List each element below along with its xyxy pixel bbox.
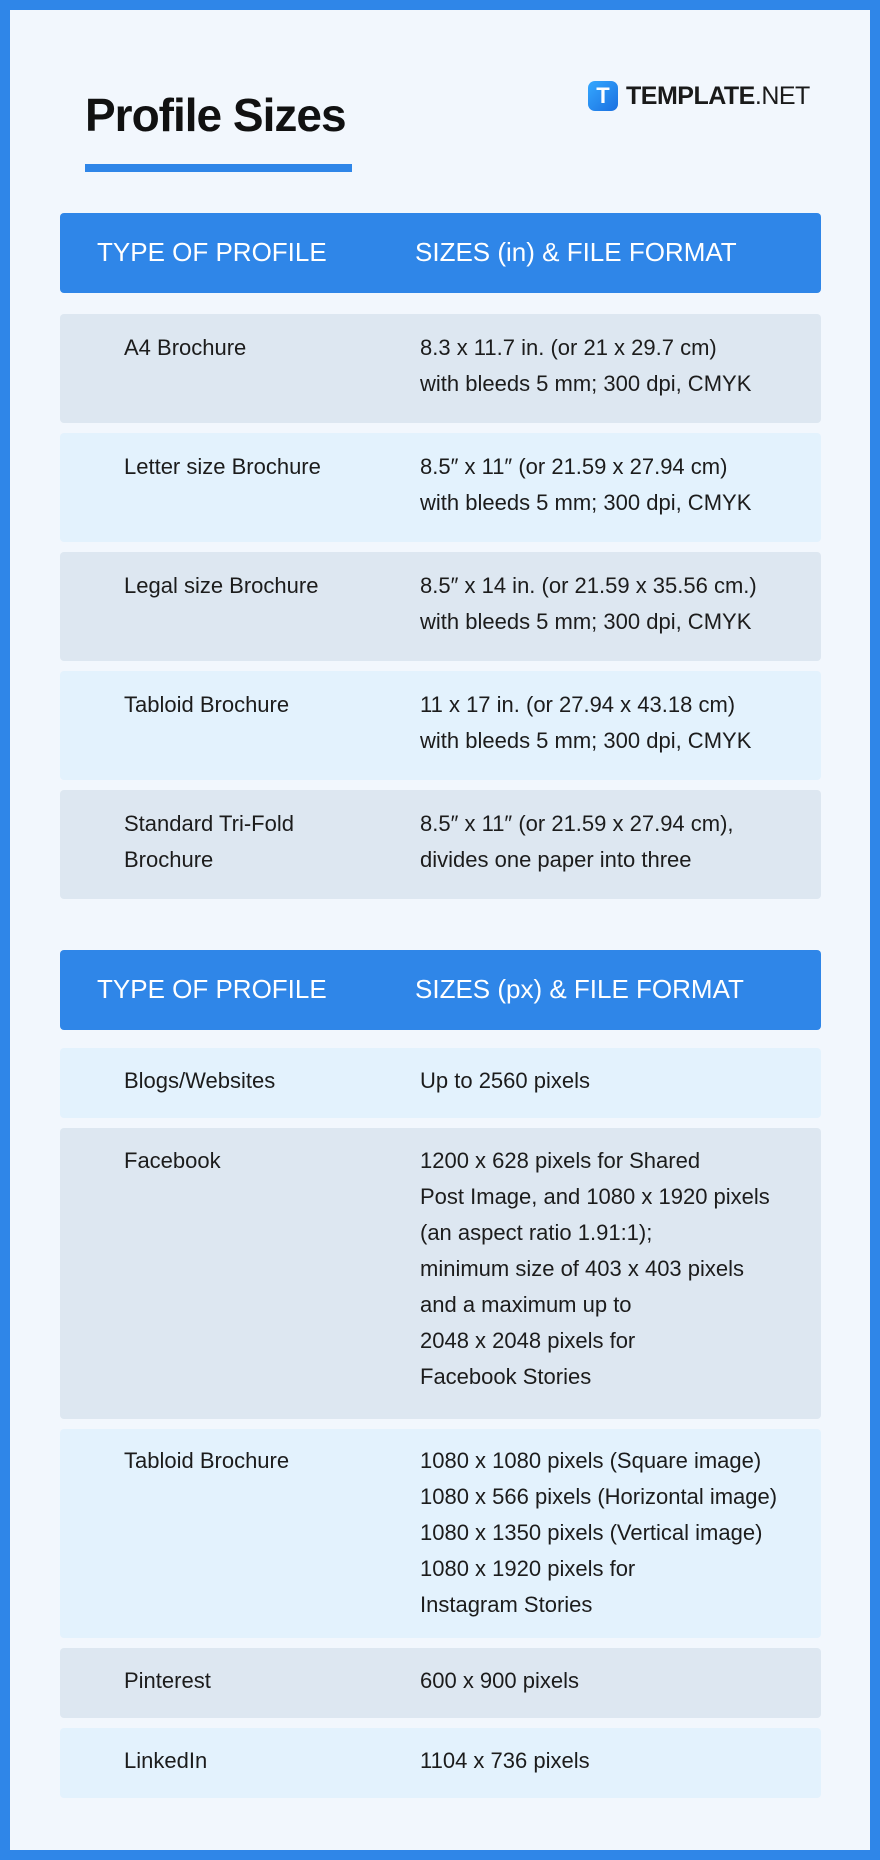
table-row [60, 1728, 821, 1798]
header-sizes: SIZES (in) & FILE FORMAT [415, 237, 737, 267]
profile-type: Tabloid Brochure [124, 692, 290, 717]
profile-size: 600 x 900 pixels [420, 1668, 579, 1693]
logo-t-icon: T [588, 81, 618, 111]
profile-type: Pinterest [124, 1668, 211, 1693]
profile-type: LinkedIn [124, 1748, 208, 1773]
table-header [60, 950, 821, 1030]
profile-size: 11 x 17 in. (or 27.94 x 43.18 cm) with bleeds 5 mm; 300 dpi, CMYK [420, 692, 752, 753]
header-sizes: SIZES (px) & FILE FORMAT [415, 974, 744, 1004]
profile-type: Tabloid Brochure [124, 1448, 290, 1473]
profile-size: 8.5″ x 11″ (or 21.59 x 27.94 cm), divides one paper into three [420, 811, 734, 872]
header-type: TYPE OF PROFILE [97, 237, 327, 267]
table-row [60, 314, 821, 423]
profile-type: Standard Tri-Fold Brochure [124, 811, 294, 872]
table-row [60, 1648, 821, 1718]
table-header [60, 213, 821, 293]
inches-sizes-table [60, 213, 821, 899]
profile-size: 1200 x 628 pixels for Shared Post Image, and 1080 x 1920 pixels (an aspect ratio 1.91:1); minimum size of 403 x 403 pixels and a maximum up to 2048 x 2048 pixels for Facebook Stories [420, 1148, 770, 1389]
logo-text: TEMPLATE.NET [626, 81, 810, 110]
table-row [60, 790, 821, 899]
table-row [60, 1429, 821, 1638]
template-net-logo [588, 81, 810, 111]
header-type: TYPE OF PROFILE [97, 974, 327, 1004]
pixels-sizes-table [60, 950, 821, 1798]
profile-size: 1080 x 1080 pixels (Square image) 1080 x 566 pixels (Horizontal image) 1080 x 1350 pixels (Vertical image) 1080 x 1920 pixels for Instagram Stories [420, 1448, 778, 1617]
profile-type: Facebook [124, 1148, 221, 1173]
page-title: Profile Sizes [85, 89, 346, 141]
profile-size: 1104 x 736 pixels [420, 1748, 590, 1773]
title-underline [85, 164, 352, 172]
profile-type: Legal size Brochure [124, 573, 319, 598]
table-row [60, 433, 821, 542]
profile-size: 8.3 x 11.7 in. (or 21 x 29.7 cm) with bleeds 5 mm; 300 dpi, CMYK [420, 335, 752, 396]
profile-size: 8.5″ x 14 in. (or 21.59 x 35.56 cm.) with bleeds 5 mm; 300 dpi, CMYK [420, 573, 757, 634]
table-row [60, 1128, 821, 1419]
table-row [60, 1048, 821, 1118]
profile-size: Up to 2560 pixels [420, 1068, 590, 1093]
profile-type: A4 Brochure [124, 335, 247, 360]
table-row [60, 552, 821, 661]
profile-type: Blogs/Websites [124, 1068, 276, 1093]
profile-type: Letter size Brochure [124, 454, 321, 479]
table-row [60, 671, 821, 780]
profile-size: 8.5″ x 11″ (or 21.59 x 27.94 cm) with bleeds 5 mm; 300 dpi, CMYK [420, 454, 752, 515]
